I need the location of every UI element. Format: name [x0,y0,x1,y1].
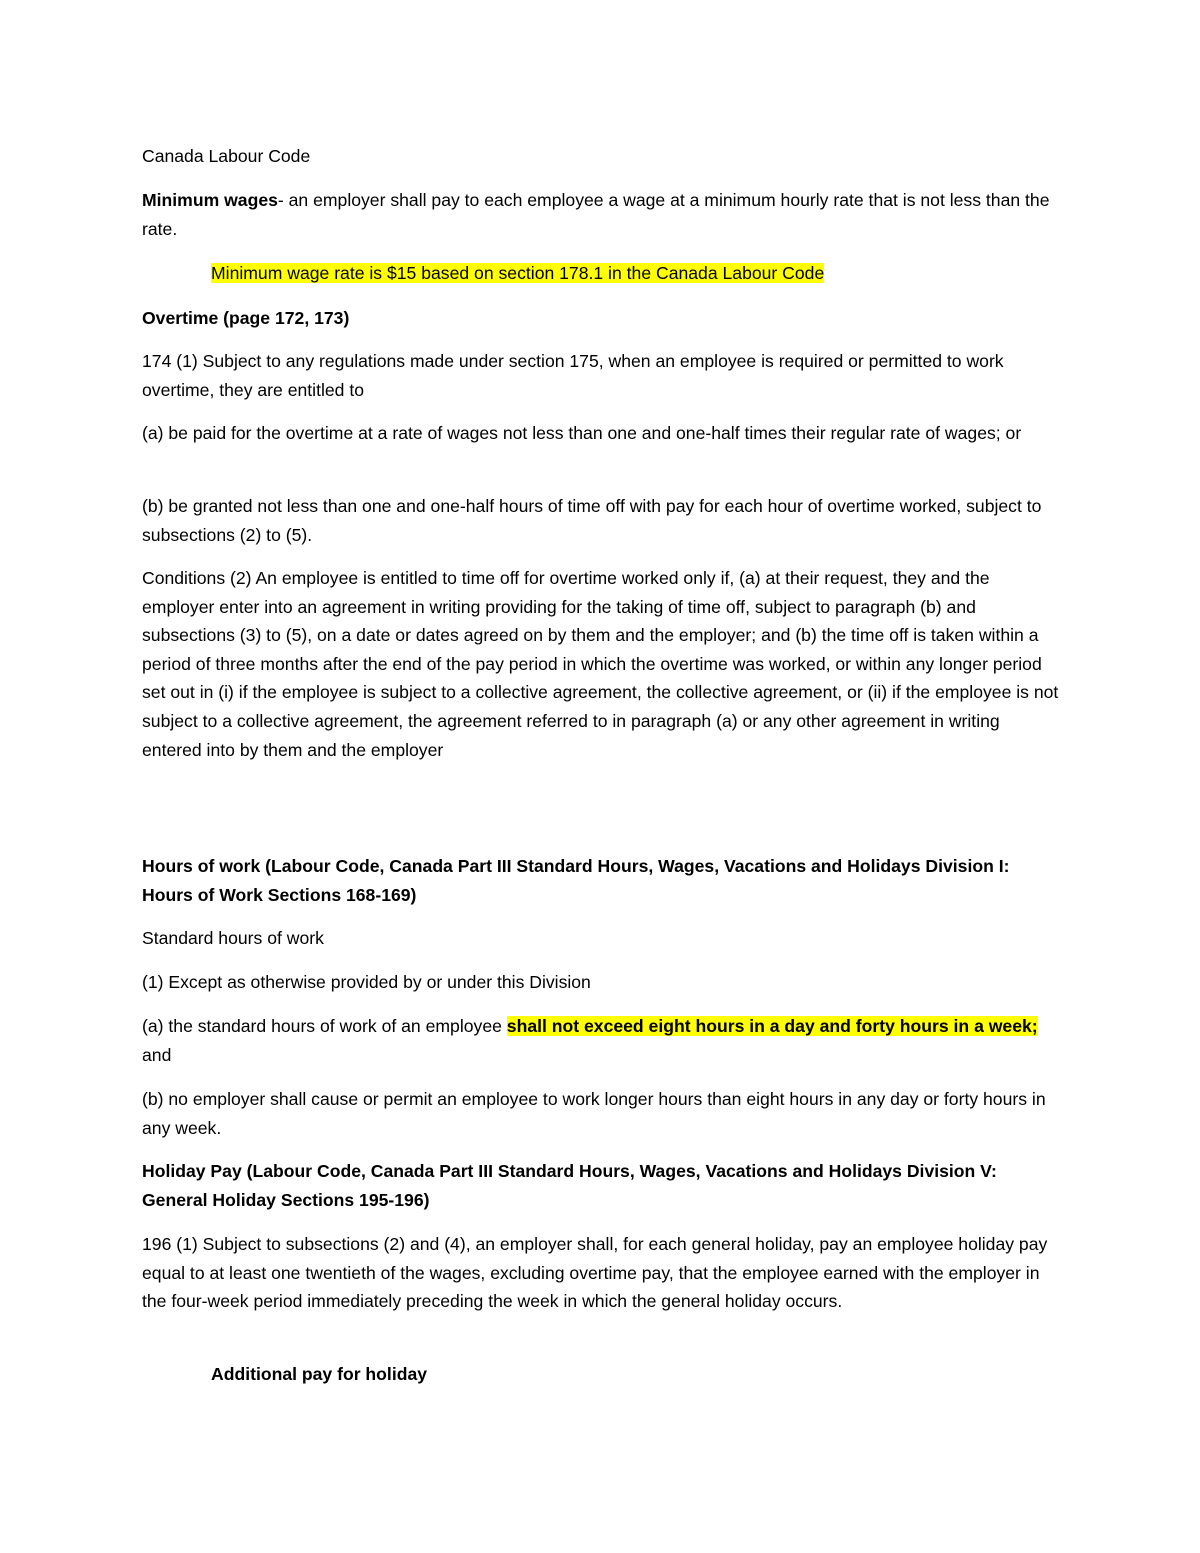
overtime-paragraph-3: (b) be granted not less than one and one-half hours of time off with pay for each hour of overtime worked, subject to subsections (2) to (5). [142,496,1042,545]
overtime-paragraph-2: (a) be paid for the overtime at a rate of wages not less than one and one-half times their regular rate of wages; or [142,423,1022,443]
hours-highlighted-text: shall not exceed eight hours in a day and forty hours in a week; [506,1016,1038,1036]
hours-p2-start: (a) the standard hours of work of an employee [142,1016,507,1036]
holiday-pay-heading: Holiday Pay (Labour Code, Canada Part III Standard Hours, Wages, Vacations and Holidays Division V: General Holiday Sections 195-196) [142,1161,997,1210]
overtime-conditions: Conditions (2) An employee is entitled to time off for overtime worked only if, (a) at their request, they and the employer enter into an agreement in writing providing for the taking of time off, subject to paragraph (b) and subsections (3) to (5), on a date or dates agreed on by them and the employer; and (b) the time off is taken within a period of three months after the end of the pay period in which the overtime was worked, or within any longer period set out in (i) if the employee is subject to a collective agreement, the collective agreement, or (ii) if the employee is not subject to a collective agreement, the agreement referred to in paragraph (a) or any other agreement in writing entered into by them and the employer [142,568,1059,760]
overtime-paragraph-1: 174 (1) Subject to any regulations made under section 175, when an employee is required or permitted to work overtime, they are entitled to [142,351,1004,400]
hours-paragraph-1: (1) Except as otherwise provided by or under this Division [142,972,591,992]
hours-heading: Hours of work (Labour Code, Canada Part III Standard Hours, Wages, Vacations and Holidays Division I: Hours of Work Sections 168-169) [142,856,1010,905]
min-wages-text: - an employer shall pay to each employee a wage at a minimum hourly rate that is not less than the rate. [142,190,1050,239]
min-wages-paragraph [142,186,1062,243]
document-title: Canada Labour Code [142,146,311,166]
overtime-heading: Overtime (page 172, 173) [142,308,350,328]
min-wage-rate-highlight [142,259,824,288]
highlighted-text: Minimum wage rate is $15 based on section 178.1 in the Canada Labour Code [211,263,825,283]
min-wages-heading: Minimum wages [142,190,278,210]
standard-hours-subheading: Standard hours of work [142,928,324,948]
hours-paragraph-3: (b) no employer shall cause or permit an employee to work longer hours than eight hours in any day or forty hours in any week. [142,1089,1046,1138]
additional-pay-heading: Additional pay for holiday [211,1364,428,1384]
holiday-paragraph-1: 196 (1) Subject to subsections (2) and (4), an employer shall, for each general holiday, pay an employee holiday pay equal to at least one twentieth of the wages, excluding overtime pay, that the employee earned with the employer in the four-week period immediately preceding the week in which the general holiday occurs. [142,1234,1048,1312]
hours-p2-end: and [142,1044,172,1065]
hours-paragraph-2 [142,1012,1062,1069]
